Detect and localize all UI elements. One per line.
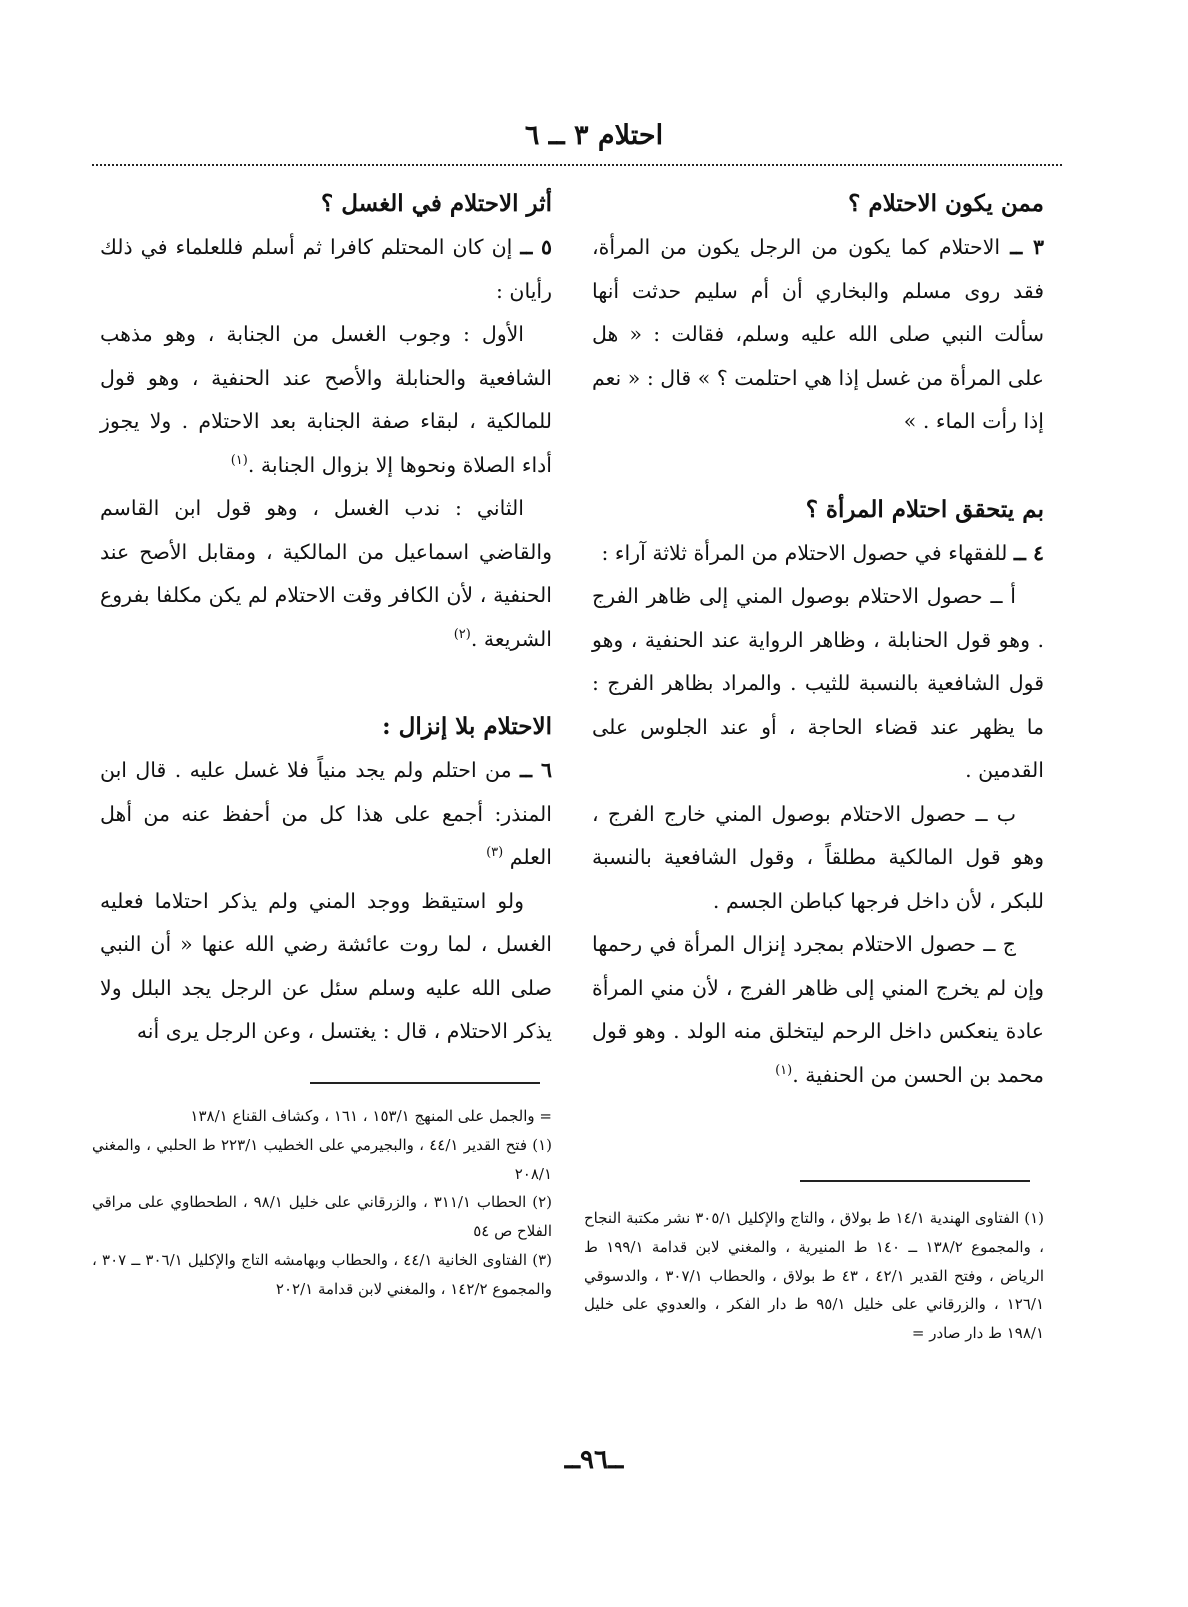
opinion-c-text: ج ــ حصول الاحتلام بمجرد إنزال المرأة في رحمها وإن لم يخرج المني إلى ظاهر الفرج ، لأن مني المرأة عادة ينعكس داخل الرحم ليتخلق منه الولد . وهو قول محمد بن الحسن من الحنفية . xyxy=(592,932,1044,1087)
first-opinion xyxy=(100,313,552,487)
paragraph-text: الاحتلام كما يكون من الرجل يكون من المرأة، فقد روى مسلم والبخاري أن أم سليم حدثت أنها سألت النبي صلى الله عليه وسلم، فقالت : « هل على المرأة من غسل إذا هي احتلمت ؟ » قال : « نعم إذا رأت الماء . » xyxy=(592,235,1044,433)
footnote-rule-right xyxy=(800,1180,1030,1182)
footnote-ref: (٣) xyxy=(486,845,504,861)
footnote-continuation: = والجمل على المنهج ١٥٣/١ ، ١٦١ ، وكشاف القناع ١٣٨/١ xyxy=(190,1107,552,1125)
footnote-1: (١) فتح القدير ٤٤/١ ، والبجيرمي على الخطيب ٢٢٣/١ ط الحلبي ، والمغني ٢٠٨/١ xyxy=(92,1135,552,1183)
opinion-b: ب ــ حصول الاحتلام بوصول المني خارج الفرج ، وهو قول المالكية مطلقاً ، وقول الشافعية بالنسبة للبكر ، لأن داخل فرجها كباطن الجسم . xyxy=(592,801,1044,913)
paragraph-text: من احتلم ولم يجد منياً فلا غسل عليه . قال ابن المنذر: أجمع على هذا كل من أحفظ عنه من أهل العلم xyxy=(100,758,552,869)
footnote-ref: (١) xyxy=(775,1062,793,1078)
opinion-c xyxy=(592,923,1044,1097)
opinion-a: أ ــ حصول الاحتلام بوصول المني إلى ظاهر الفرج . وهو قول الحنابلة ، وظاهر الرواية عند الحنفية ، وهو قول الشافعية بالنسبة للثيب . والمراد بظاهر الفرج : ما يظهر عند قضاء الحاجة ، أو عند الجلوس على القدمين . xyxy=(592,584,1044,782)
paragraph-6-continued: ولو استيقظ ووجد المني ولم يذكر احتلاما فعليه الغسل ، لما روت عائشة رضي الله عنها « أن النبي صلى الله عليه وسلم سئل عن الرجل يجد البلل ولا يذكر الاحتلام ، قال : يغتسل ، وعن الرجل يرى أنه xyxy=(100,888,552,1043)
paragraph-4 xyxy=(592,532,1044,576)
footnote-ref: (١) xyxy=(230,452,248,468)
paragraph-3 xyxy=(592,226,1044,444)
paragraph-6 xyxy=(100,749,552,880)
paragraph-text: للفقهاء في حصول الاحتلام من المرأة ثلاثة آراء : xyxy=(601,540,1014,565)
footnote-rule-left xyxy=(310,1082,540,1084)
page-header-title: احتلام ٣ ــ ٦ xyxy=(524,120,664,151)
spacer xyxy=(100,661,552,705)
page-number: ــ٩٦ــ xyxy=(564,1445,624,1475)
second-opinion xyxy=(100,487,552,661)
section-heading-without-emission: الاحتلام بلا إنزال : xyxy=(382,713,552,740)
first-opinion-text: الأول : وجوب الغسل من الجنابة ، وهو مذهب الشافعية والحنابلة والأصح عند الحنفية ، وهو قول للمالكية ، لبقاء صفة الجنابة بعد الاحتلام . ولا يجوز أداء الصلاة ونحوها إلا بزوال الجنابة . xyxy=(100,322,552,477)
footnote-2: (٢) الحطاب ٣١١/١ ، والزرقاني على خليل ٩٨/١ ، الطحطاوي على مراقي الفلاح ص ٥٤ xyxy=(92,1193,552,1241)
right-column xyxy=(592,182,1044,1097)
paragraph-5 xyxy=(100,226,552,313)
spacer xyxy=(592,444,1044,488)
paragraph-number: ٦ ــ xyxy=(519,758,553,782)
left-column xyxy=(100,182,552,1054)
footnote-ref: (٢) xyxy=(453,626,471,642)
footnote-1: (١) الفتاوى الهندية ١٤/١ ط بولاق ، والتاج والإكليل ٣٠٥/١ نشر مكتبة النجاح ، والمجموع ١٣٨/٢ ــ ١٤٠ ط المنيرية ، والمغني لابن قدامة ١٩٩/١ ط الرياض ، وفتح القدير ٤٢/١ ، ٤٣ ط بولاق ، والحطاب ٣٠٧/١ ، والدسوقي ١٢٦/١ ، والزرقاني على خليل ٩٥/١ ط دار الفكر ، والعدوي على خليل ١٩٨/١ ط دار صادر = xyxy=(584,1209,1045,1343)
header-dotted-rule xyxy=(92,164,1062,166)
footnotes-left xyxy=(92,1102,552,1304)
section-heading-how-verified: بم يتحقق احتلام المرأة ؟ xyxy=(805,495,1044,523)
footnotes-right xyxy=(584,1204,1044,1348)
section-heading-who-experiences: ممن يكون الاحتلام ؟ xyxy=(848,190,1044,217)
paragraph-text: إن كان المحتلم كافرا ثم أسلم فللعلماء في ذلك رأيان : xyxy=(100,235,552,303)
paragraph-number: ٣ ــ xyxy=(1010,235,1044,259)
section-heading-effect-on-ghusl: أثر الاحتلام في الغسل ؟ xyxy=(321,190,552,217)
footnote-3: (٣) الفتاوى الخانية ٤٤/١ ، والحطاب وبهامشه التاج والإكليل ٣٠٦/١ ــ ٣٠٧ ، والمجموع ١٤٢/٢ ، والمغني لابن قدامة ٢٠٢/١ xyxy=(92,1250,553,1298)
second-opinion-text: الثاني : ندب الغسل ، وهو قول ابن القاسم والقاضي اسماعيل من المالكية ، ومقابل الأصح عند الحنفية ، لأن الكافر وقت الاحتلام لم يكن مكلفا بفروع الشريعة . xyxy=(100,496,552,651)
paragraph-number: ٥ ــ xyxy=(520,235,553,259)
paragraph-number: ٤ ــ xyxy=(1013,540,1044,565)
